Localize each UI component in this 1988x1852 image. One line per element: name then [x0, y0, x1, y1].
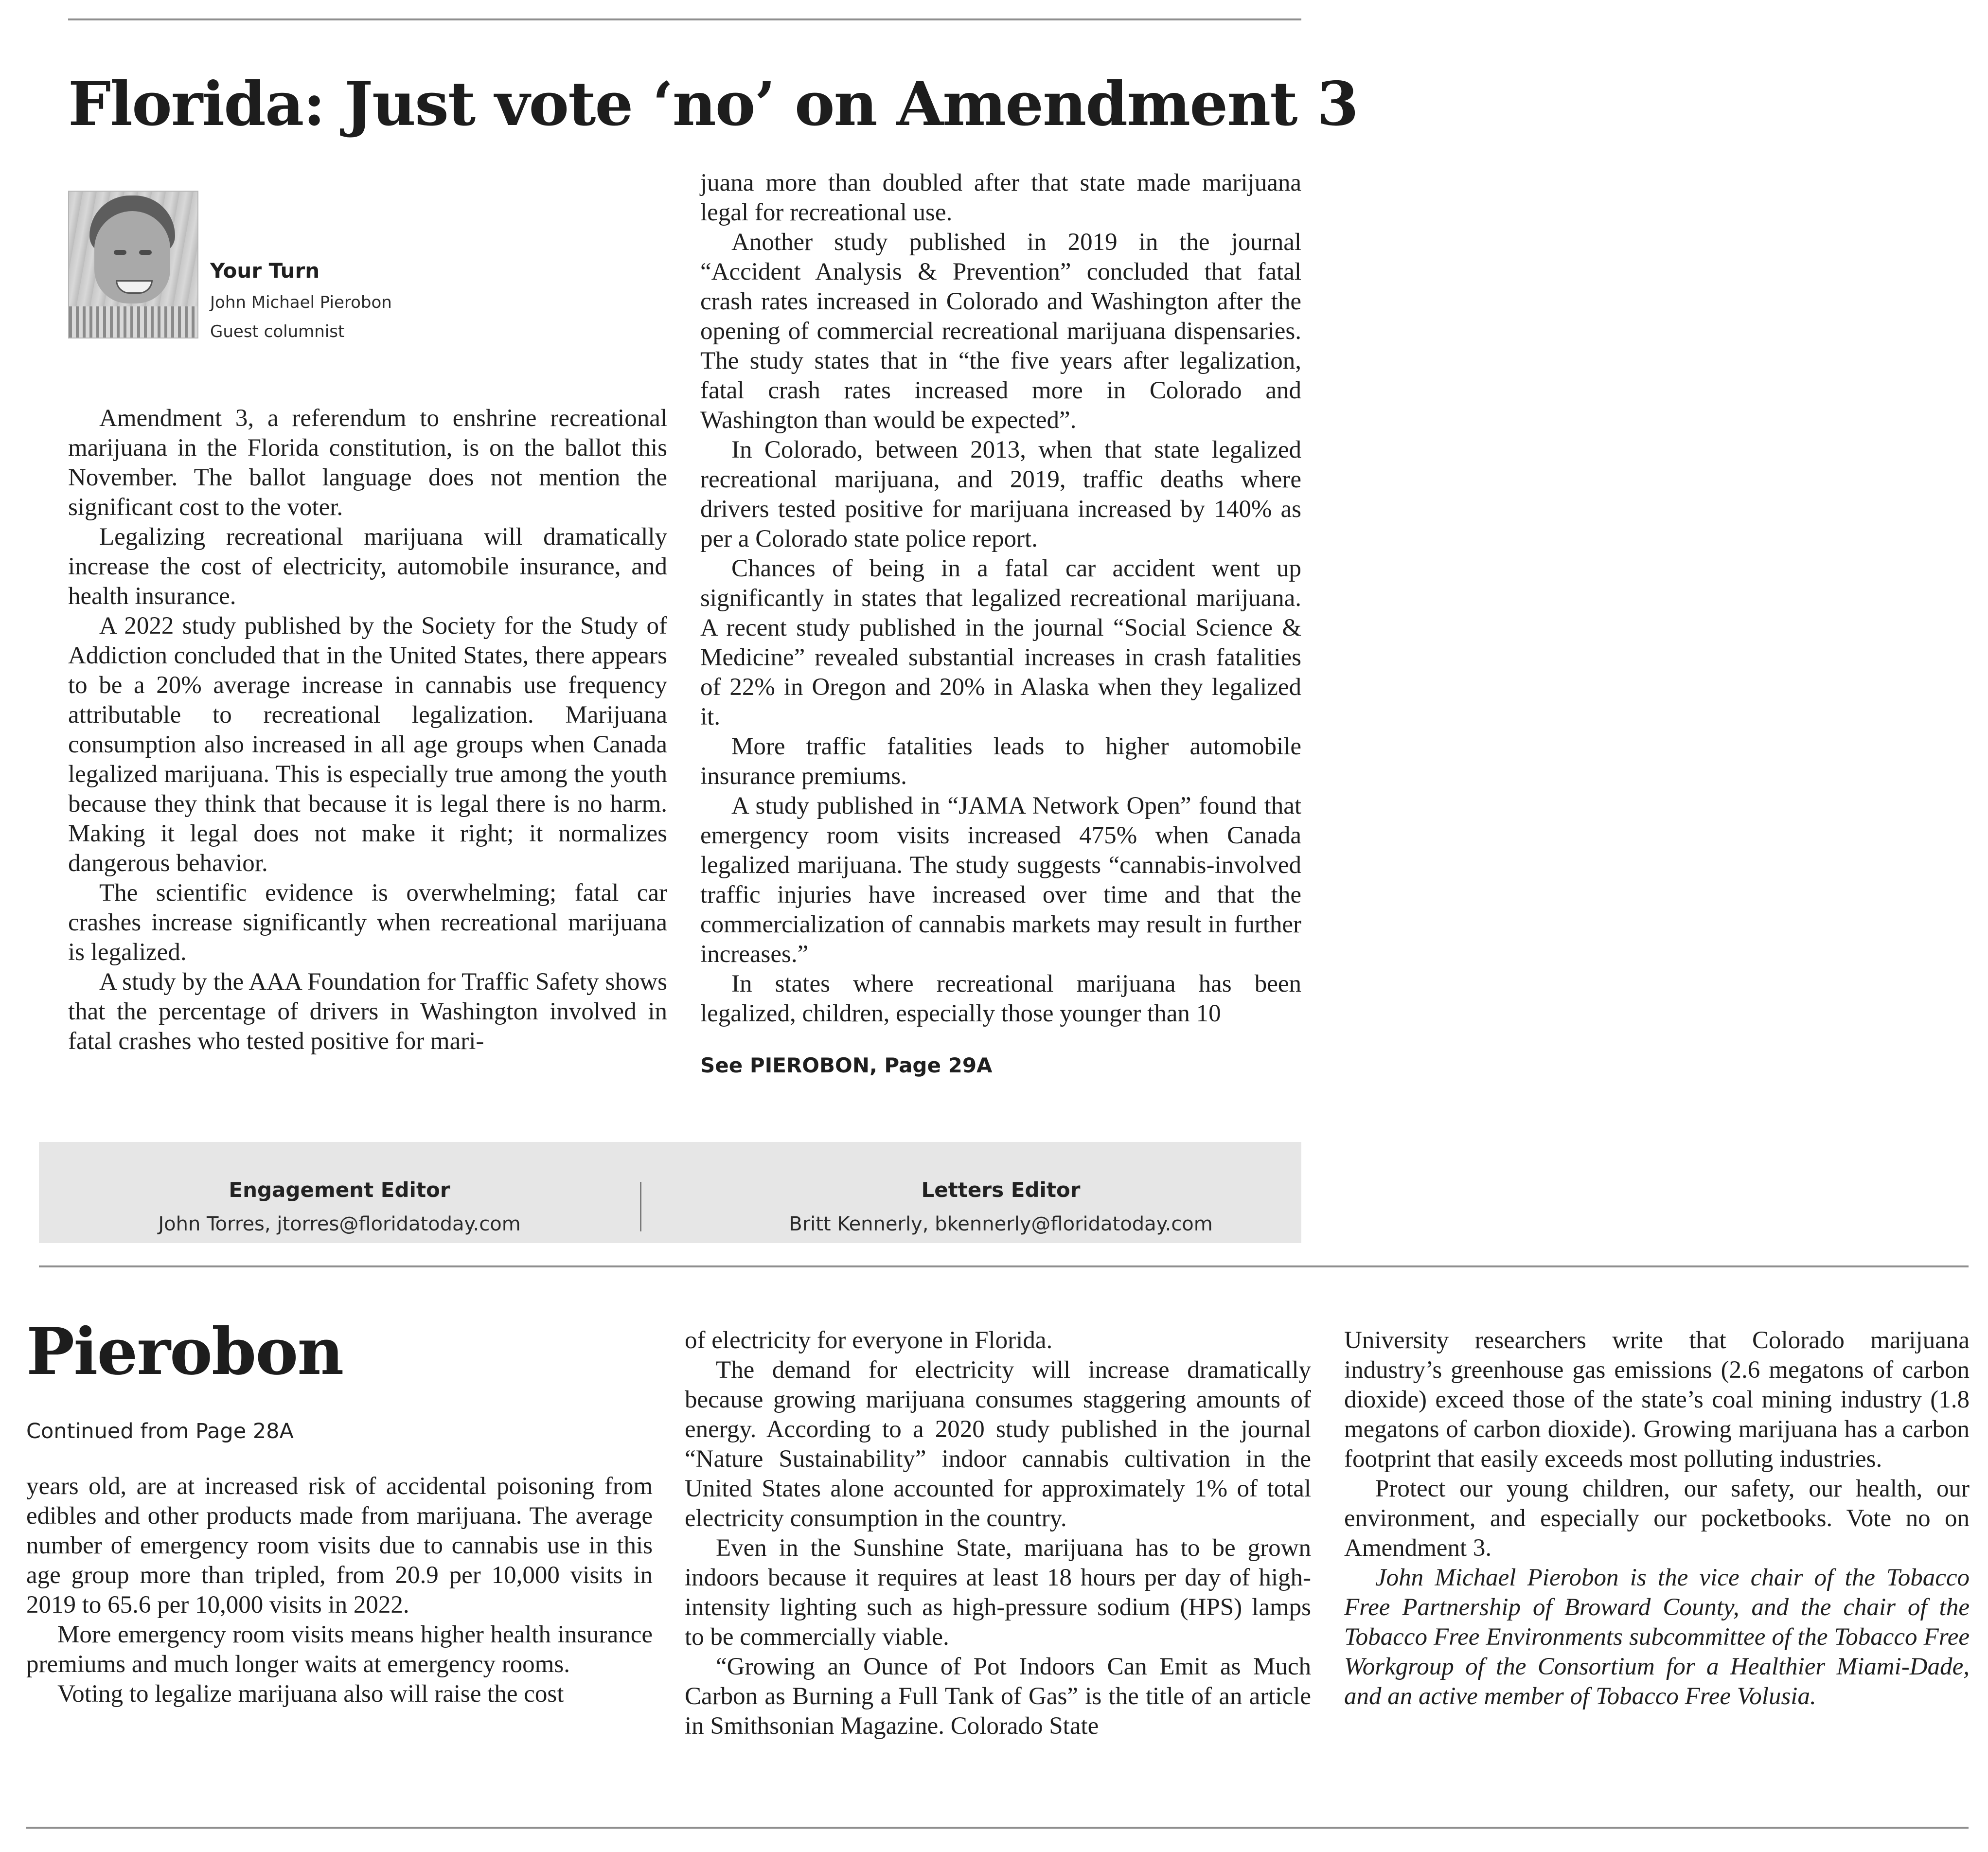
byline-role: Guest columnist [210, 322, 345, 341]
continuation-column-3 [1344, 1326, 1970, 1711]
editors-box [39, 1142, 1301, 1243]
paragraph: Even in the Sunshine State, marijuana has to be grown indoors because it requires at least 18 hours per day of high-intensity lighting such as high-pressure sodium (HPS) lamps to be commercially viable. [685, 1534, 1311, 1651]
paragraph: More traffic fatalities leads to higher automobile insurance premiums. [700, 733, 1301, 790]
paragraph: A study by the AAA Foundation for Traffic Safety shows that the percentage of drivers in Washington involved in fatal crashes who tested positive for mari- [68, 968, 667, 1055]
section-divider-rule [39, 1265, 1969, 1267]
paragraph: “Growing an Ounce of Pot Indoors Can Emit as Much Carbon as Burning a Full Tank of Gas” is the title of an article in Smithsonian Magazine. Colorado State [685, 1653, 1311, 1740]
article-column-2 [700, 168, 1301, 1029]
top-rule [68, 18, 1301, 20]
paragraph: Chances of being in a fatal car accident went up significantly in states that legalized recreational marijuana. A recent study published in the journal “Social Science & Medicine” revealed substantial increases in crash fatalities of 22% in Oregon and 20% in Alaska when they legalized it. [700, 555, 1301, 730]
continuation-column-1 [26, 1472, 653, 1709]
paragraph: A study published in “JAMA Network Open” found that emergency room visits increased 475% when Canada legalized marijuana. The study suggests “cannabis-involved traffic injuries have increased over time and that the commercialization of cannabis markets may result in further increases.” [700, 792, 1301, 968]
continuation-headline: Pierobon [26, 1314, 343, 1389]
paragraph: A 2022 study published by the Society for the Study of Addiction concluded that in the United States, there appears to be a 20% average increase in cannabis use frequency attributable to recreational legalization. Marijuana consumption also increased in all age groups when Canada legalized marijuana. This is especially true among the youth because they think that because it is legal there is no harm. Making it legal does not make it right; it normalizes dangerous behavior. [68, 612, 667, 877]
engagement-editor-title: Engagement Editor [229, 1178, 450, 1202]
paragraph: Another study published in 2019 in the journal “Accident Analysis & Prevention” concluded that fatal crash rates increased in Colorado and Washington after the opening of commercial recreational marijuana dispensaries. The study states that in “the five years after legalization, fatal crash rates increased more in Colorado and Washington than would be expected”. [700, 229, 1301, 434]
paragraph: In states where recreational marijuana has been legalized, children, especially those younger than 10 [700, 970, 1301, 1027]
paragraph: More emergency room visits means higher health insurance premiums and much longer waits at emergency rooms. [26, 1621, 653, 1678]
paragraph: The scientific evidence is overwhelming; fatal car crashes increase significantly when recreational marijuana is legalized. [68, 879, 667, 966]
paragraph: years old, are at increased risk of accidental poisoning from edibles and other products made from marijuana. The average number of emergency room visits due to cannabis use in this age group more than tripled, from 20.9 per 10,000 visits in 2019 to 65.6 per 10,000 visits in 2022. [26, 1473, 653, 1619]
editors-divider [640, 1182, 641, 1231]
byline-section: Your Turn [210, 259, 320, 283]
paragraph: juana more than doubled after that state made marijuana legal for recreational use. [700, 169, 1301, 226]
letters-editor-title: Letters Editor [921, 1178, 1081, 1202]
paragraph: The demand for electricity will increase dramatically because growing marijuana consumes staggering amounts of energy. According to a 2020 study published in the journal “Nature Sustainability” indoor cannabis cultivation in the United States alone accounted for approximately 1% of total electricity consumption in the country. [685, 1356, 1311, 1532]
paragraph: of electricity for everyone in Florida. [685, 1327, 1053, 1354]
article-headline: Florida: Just vote ‘no’ on Amendment 3 [68, 69, 1358, 140]
paragraph: University researchers write that Colorado marijuana industry’s greenhouse gas emissions (2.6 megatons of carbon dioxide) exceed those of the state’s coal mining industry (1.8 megatons of carbon dioxide). Growing marijuana has a carbon footprint that easily exceeds most polluting industries. [1344, 1327, 1970, 1473]
jump-line: See PIEROBON, Page 29A [700, 1053, 993, 1077]
paragraph: Protect our young children, our safety, our health, our environment, and especially our pocketbooks. Vote no on Amendment 3. [1344, 1475, 1970, 1562]
continued-from: Continued from Page 28A [26, 1419, 294, 1443]
author-bio: John Michael Pierobon is the vice chair of the Tobacco Free Partnership of Broward County, and the chair of the Tobacco Free Environments subcommittee of the Tobacco Free Workgroup of the Consortium for a Healthier Miami-Dade, and an active member of Tobacco Free Volusia. [1344, 1564, 1970, 1710]
bottom-rule [26, 1827, 1969, 1829]
byline-author: John Michael Pierobon [210, 293, 392, 312]
letters-editor-contact: Britt Kennerly, bkennerly@floridatoday.com [789, 1213, 1213, 1235]
author-photo [68, 191, 198, 338]
paragraph: Legalizing recreational marijuana will dramatically increase the cost of electricity, automobile insurance, and health insurance. [68, 523, 667, 610]
paragraph: Amendment 3, a referendum to enshrine recreational marijuana in the Florida constitution, is on the ballot this November. The ballot language does not mention the significant cost to the voter. [68, 405, 667, 521]
article-column-1 [68, 404, 667, 1056]
engagement-editor-contact: John Torres, jtorres@floridatoday.com [158, 1213, 521, 1235]
continuation-column-2 [685, 1326, 1311, 1741]
paragraph: In Colorado, between 2013, when that state legalized recreational marijuana, and 2019, traffic deaths where drivers tested positive for marijuana increased by 140% as per a Colorado state police report. [700, 436, 1301, 552]
paragraph: Voting to legalize marijuana also will raise the cost [57, 1680, 564, 1708]
